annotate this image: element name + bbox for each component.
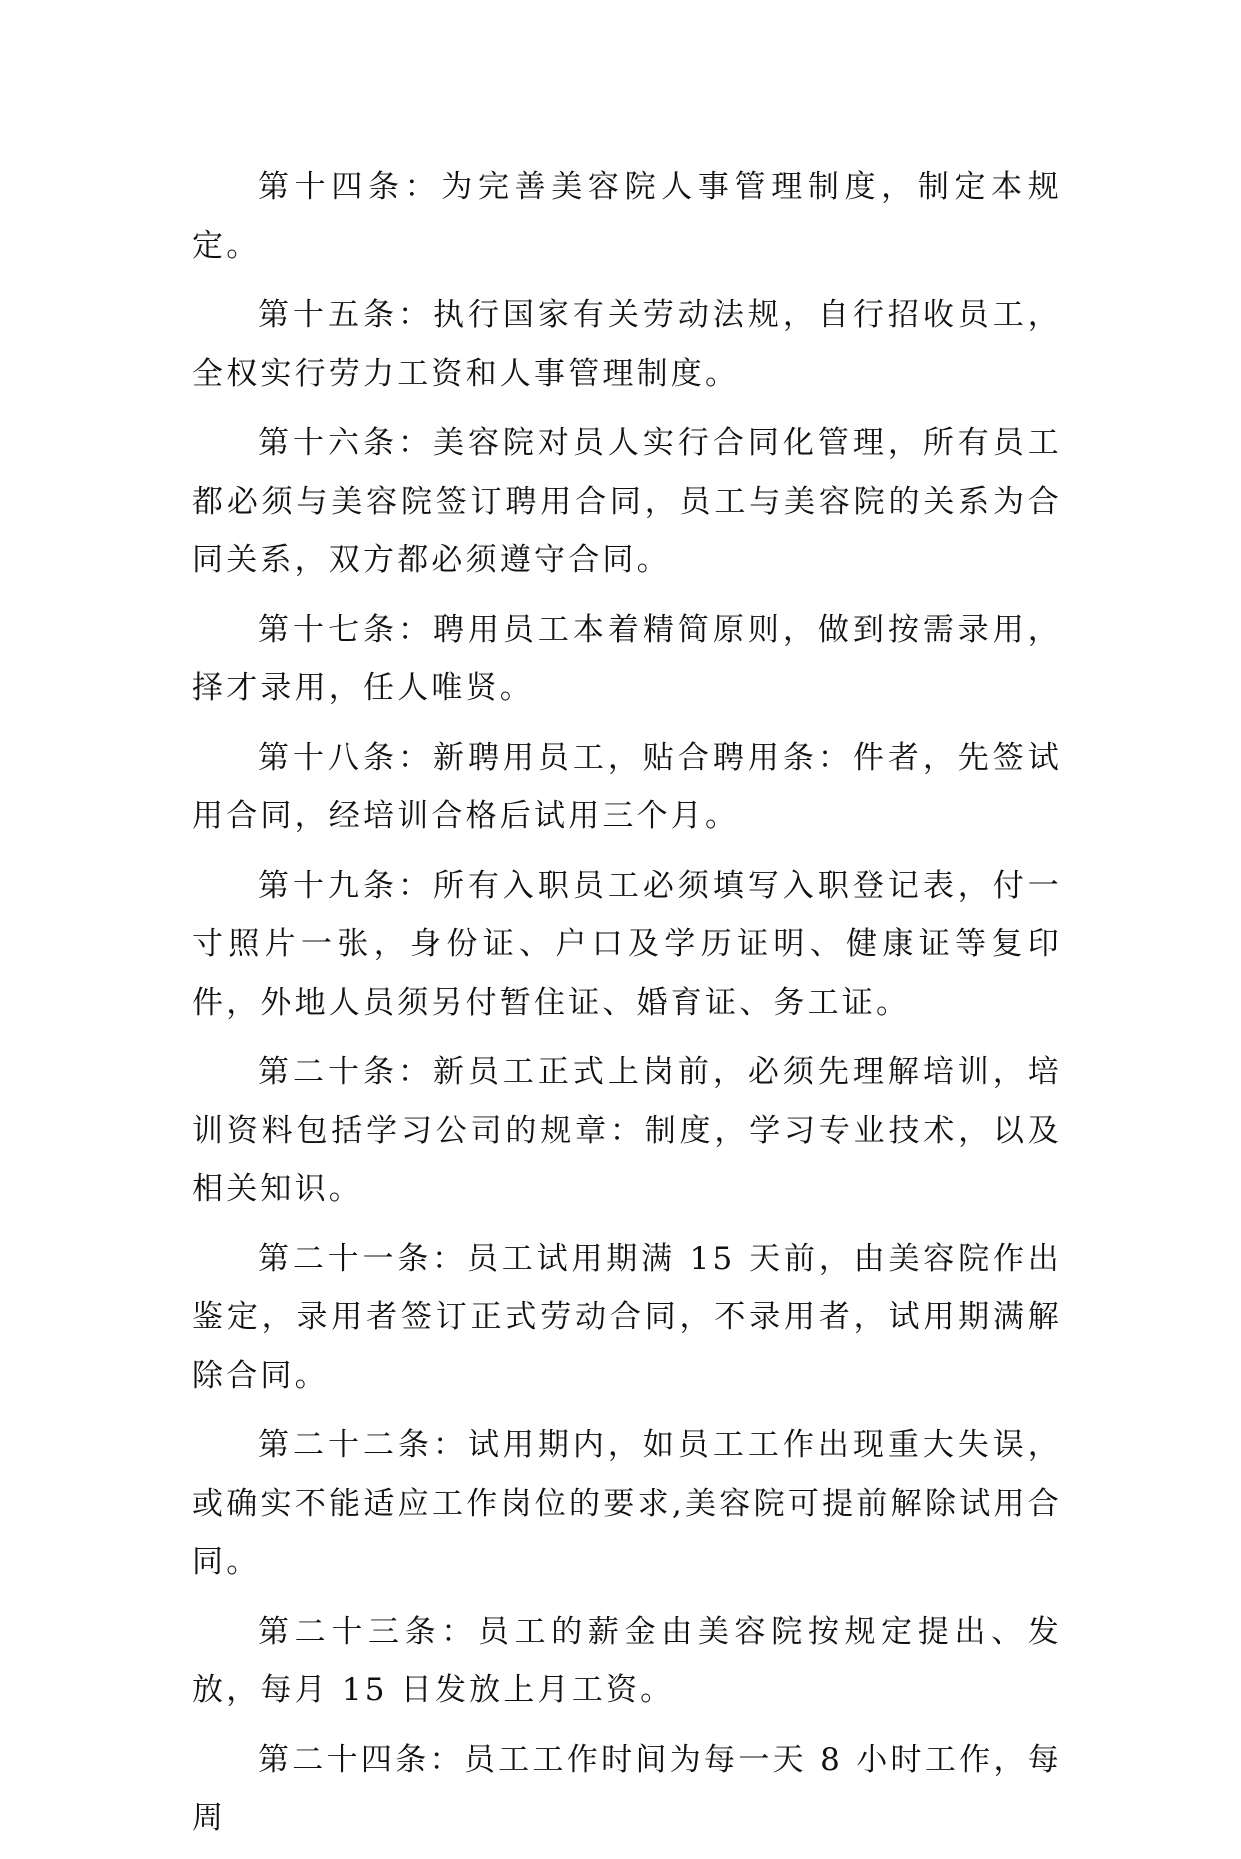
article-19: 第十九条：所有入职员工必须填写入职登记表，付一寸照片一张，身份证、户口及学历证明、健康证等复印件，外地人员须另付暂住证、婚育证、务工证。 (192, 867, 1062, 1021)
article-20: 第二十条：新员工正式上岗前，必须先理解培训，培训资料包括学习公司的规章：制度，学习专业技术，以及相关知识。 (192, 1054, 1062, 1207)
article-15: 第十五条：执行国家有关劳动法规，自行招收员工，全权实行劳力工资和人事管理制度。 (192, 297, 1062, 392)
article-23: 第二十三条：员工的薪金由美容院按规定提出、发放，每月 15 日发放上月工资。 (192, 1613, 1062, 1708)
article-16: 第十六条：美容院对员人实行合同化管理，所有员工都必须与美容院签订聘用合同，员工与美容院的关系为合同关系，双方都必须遵守合同。 (192, 425, 1062, 578)
article-21: 第二十一条：员工试用期满 15 天前，由美容院作出鉴定，录用者签订正式劳动合同，不录用者，试用期满解除合同。 (192, 1240, 1062, 1394)
article-24: 第二十四条：员工工作时间为每一天 8 小时工作，每周 (192, 1741, 1062, 1836)
document-body (192, 158, 1062, 1859)
article-17: 第十七条：聘用员工本着精简原则，做到按需录用，择才录用，任人唯贤。 (192, 611, 1062, 706)
article-14: 第十四条：为完善美容院人事管理制度，制定本规定。 (192, 169, 1062, 264)
article-18: 第十八条：新聘用员工，贴合聘用条：件者，先签试用合同，经培训合格后试用三个月。 (192, 739, 1062, 834)
article-22: 第二十二条：试用期内，如员工工作出现重大失误，或确实不能适应工作岗位的要求,美容院可提前解除试用合同。 (192, 1427, 1062, 1580)
